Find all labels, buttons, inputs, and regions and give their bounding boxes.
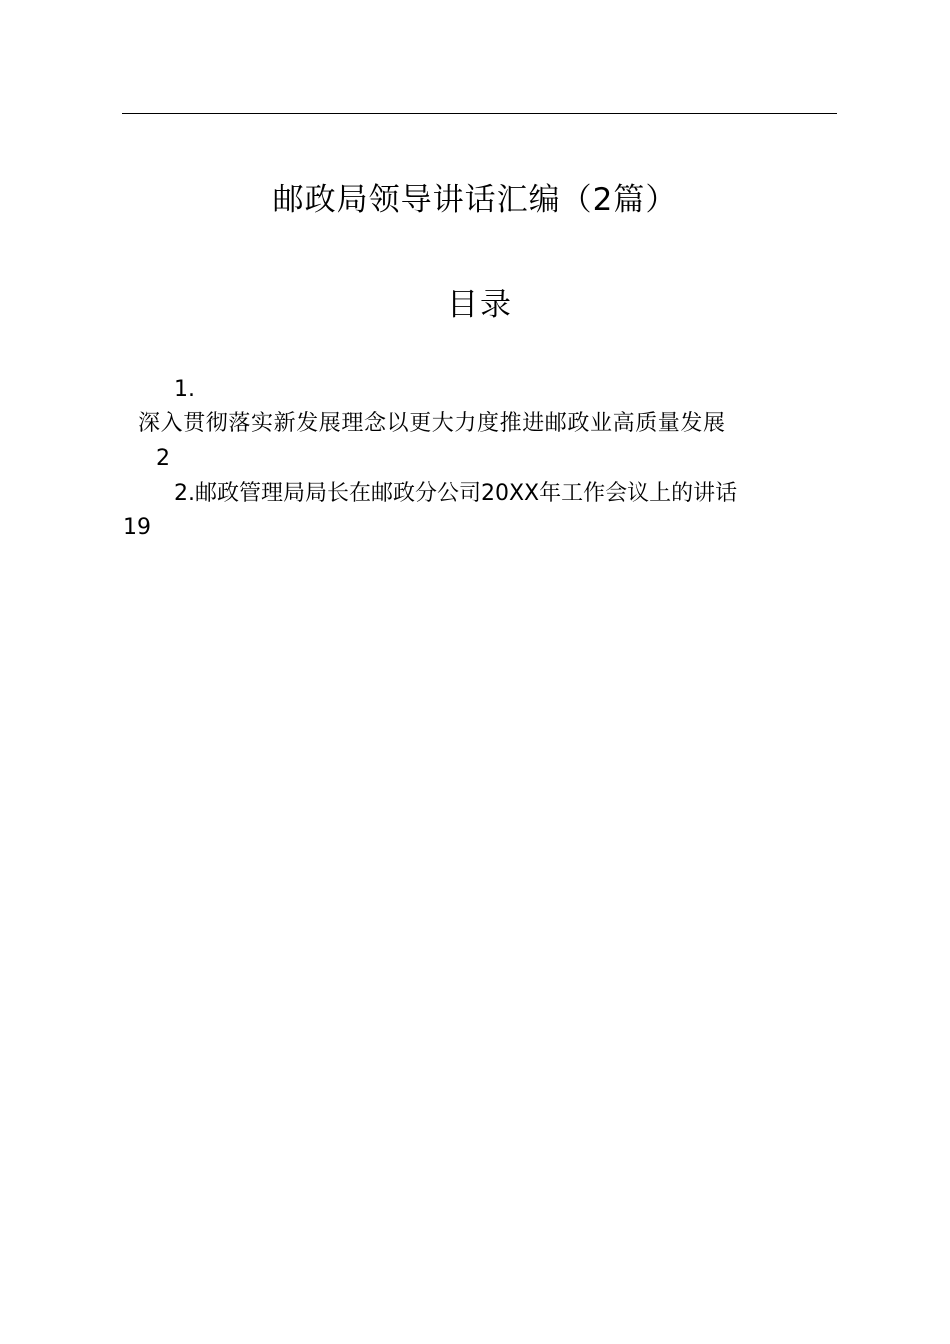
toc-entry-2-page[interactable]: 19 — [123, 515, 151, 540]
toc-entry-1-title[interactable]: 深入贯彻落实新发展理念以更大力度推进邮政业高质量发展 — [138, 411, 726, 436]
toc-heading: 目录 — [447, 287, 513, 323]
document-title: 邮政局领导讲话汇编（2篇） — [272, 182, 678, 218]
toc-entry-2-title[interactable]: 2.邮政管理局局长在邮政分公司20XX年工作会议上的讲话 — [174, 481, 738, 506]
toc-entry-1-number[interactable]: 1. — [174, 377, 195, 402]
header-rule — [122, 113, 837, 114]
toc-entry-1-page[interactable]: 2 — [156, 446, 170, 471]
